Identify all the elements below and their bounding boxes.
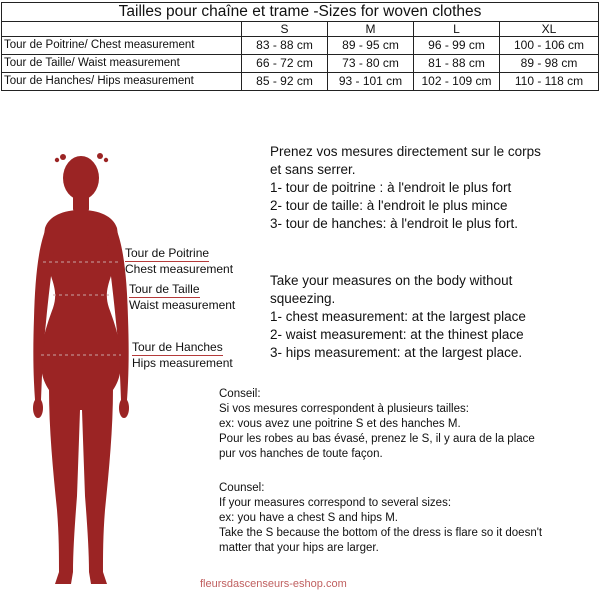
instruction-line: 1- tour de poitrine : à l'endroit le plus fort bbox=[270, 180, 512, 195]
chest-annotation bbox=[125, 246, 233, 277]
waist-annotation bbox=[129, 282, 235, 313]
advice-line: Si vos mesures correspondent à plusieurs tailles: bbox=[219, 403, 469, 415]
instructions-french bbox=[270, 143, 541, 233]
advice-french bbox=[219, 387, 535, 462]
instruction-line: squeezing. bbox=[270, 291, 336, 306]
header-size-l: L bbox=[414, 22, 500, 37]
header-size-m: M bbox=[328, 22, 414, 37]
size-table bbox=[1, 2, 599, 91]
table-cell: 81 - 88 cm bbox=[414, 55, 500, 73]
table-cell: 93 - 101 cm bbox=[328, 73, 414, 91]
instruction-line: 1- chest measurement: at the largest place bbox=[270, 309, 526, 324]
advice-line: ex: you have a chest S and hips M. bbox=[219, 512, 398, 524]
table-cell: 100 - 106 cm bbox=[500, 37, 599, 55]
hips-label-en: Hips measurement bbox=[132, 356, 233, 370]
instruction-line: 3- tour de hanches: à l'endroit le plus fort. bbox=[270, 216, 518, 231]
instructions-english bbox=[270, 272, 526, 362]
row-label-chest: Tour de Poitrine/ Chest measurement bbox=[2, 37, 242, 55]
instruction-line: 3- hips measurement: at the largest place. bbox=[270, 345, 523, 360]
instruction-line: et sans serrer. bbox=[270, 162, 356, 177]
silhouette-shape bbox=[33, 153, 129, 584]
table-cell: 102 - 109 cm bbox=[414, 73, 500, 91]
row-label-hips: Tour de Hanches/ Hips measurement bbox=[2, 73, 242, 91]
advice-english bbox=[219, 481, 542, 556]
table-header-row bbox=[2, 22, 599, 37]
instruction-line: 2- tour de taille: à l'endroit le plus mince bbox=[270, 198, 508, 213]
row-label-waist: Tour de Taille/ Waist measurement bbox=[2, 55, 242, 73]
header-size-xl: XL bbox=[500, 22, 599, 37]
advice-heading: Counsel: bbox=[219, 482, 265, 494]
hips-annotation bbox=[132, 340, 233, 371]
instruction-line: Prenez vos mesures directement sur le corps bbox=[270, 144, 541, 159]
instruction-line: Take your measures on the body without bbox=[270, 273, 513, 288]
waist-label-fr: Tour de Taille bbox=[129, 282, 200, 296]
table-cell: 85 - 92 cm bbox=[242, 73, 328, 91]
chest-label-en: Chest measurement bbox=[125, 262, 234, 276]
header-label-cell bbox=[2, 22, 242, 37]
table-cell: 89 - 98 cm bbox=[500, 55, 599, 73]
table-row bbox=[2, 37, 599, 55]
table-cell: 66 - 72 cm bbox=[242, 55, 328, 73]
advice-line: pur vos hanches de toute façon. bbox=[219, 448, 383, 460]
waist-label-en: Waist measurement bbox=[129, 298, 236, 312]
table-cell: 83 - 88 cm bbox=[242, 37, 328, 55]
table-cell: 96 - 99 cm bbox=[414, 37, 500, 55]
body-silhouette-illustration bbox=[25, 150, 135, 590]
advice-line: Pour les robes au bas évasé, prenez le S, il y aura de la place bbox=[219, 433, 535, 445]
advice-line: matter that your hips are larger. bbox=[219, 542, 379, 554]
advice-line: ex: vous avez une poitrine S et des hanches M. bbox=[219, 418, 461, 430]
advice-line: If your measures correspond to several sizes: bbox=[219, 497, 452, 509]
instruction-line: 2- waist measurement: at the thinest place bbox=[270, 327, 524, 342]
table-row bbox=[2, 73, 599, 91]
header-size-s: S bbox=[242, 22, 328, 37]
advice-heading: Conseil: bbox=[219, 388, 261, 400]
advice-line: Take the S because the bottom of the dress is flare so it doesn't bbox=[219, 527, 543, 539]
shop-watermark: fleursdascenseurs-eshop.com bbox=[200, 578, 347, 590]
table-title: Tailles pour chaîne et trame -Sizes for woven clothes bbox=[2, 3, 599, 22]
table-title-row bbox=[2, 3, 599, 22]
table-cell: 110 - 118 cm bbox=[500, 73, 599, 91]
chest-label-fr: Tour de Poitrine bbox=[125, 246, 210, 260]
table-cell: 73 - 80 cm bbox=[328, 55, 414, 73]
table-cell: 89 - 95 cm bbox=[328, 37, 414, 55]
table-row bbox=[2, 55, 599, 73]
hips-label-fr: Tour de Hanches bbox=[132, 340, 223, 354]
